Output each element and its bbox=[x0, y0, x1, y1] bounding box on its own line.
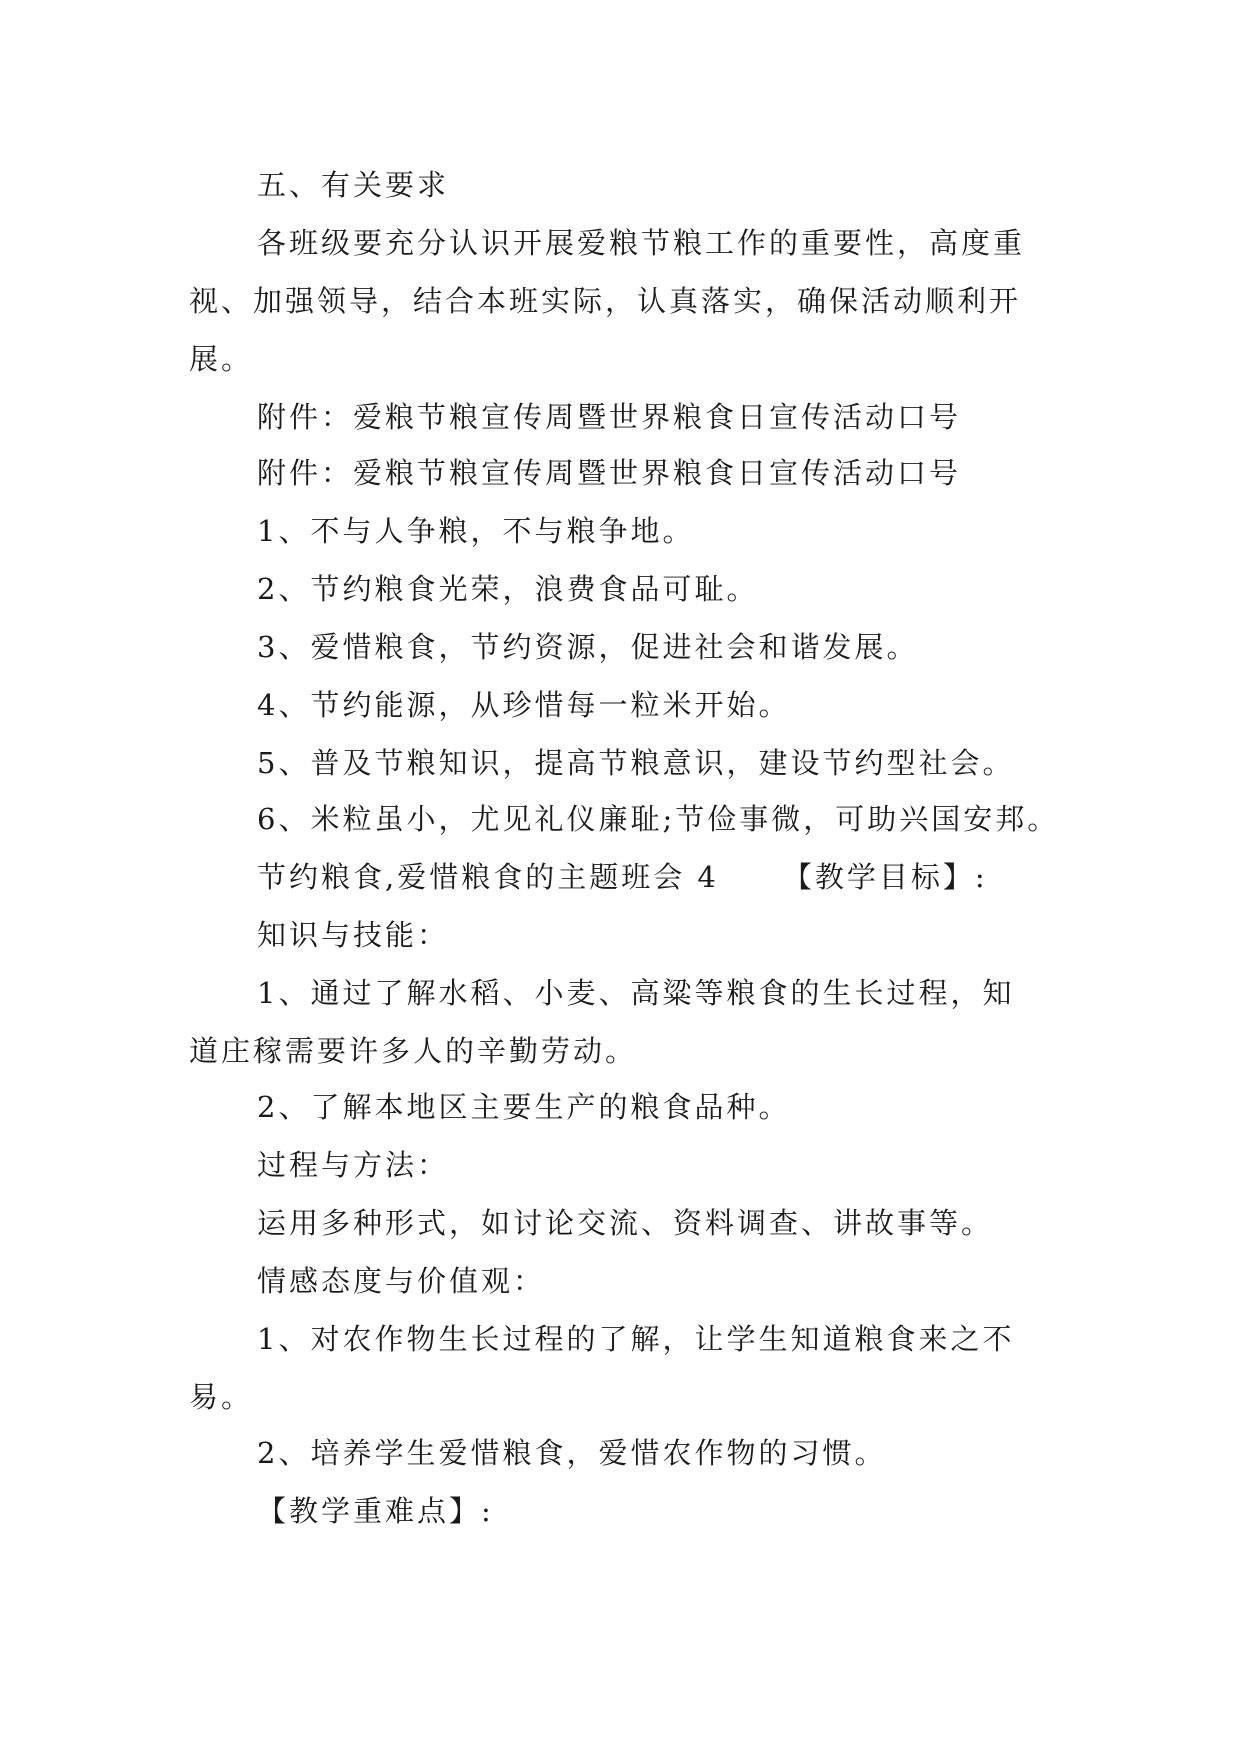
slogan-item: 1、不与人争粮，不与粮争地。 bbox=[257, 514, 695, 548]
subheading: 情感态度与价值观： bbox=[257, 1264, 546, 1298]
paragraph-line: 1、对农作物生长过程的了解，让学生知道粮食来之不 bbox=[257, 1322, 1015, 1356]
paragraph-line: 1、通过了解水稻、小麦、高粱等粮食的生长过程，知 bbox=[257, 976, 1015, 1010]
paragraph-line: 易。 bbox=[189, 1380, 254, 1414]
slogan-item: 2、节约粮食光荣，浪费食品可耻。 bbox=[257, 572, 759, 606]
teaching-goals-heading: 【教学目标】: bbox=[782, 860, 988, 894]
paragraph-line: 运用多种形式，如讨论交流、资料调查、讲故事等。 bbox=[257, 1206, 994, 1240]
paragraph-line: 道庄稼需要许多人的辛勤劳动。 bbox=[189, 1034, 638, 1068]
title-line bbox=[257, 857, 988, 897]
slogan-item: 5、普及节粮知识，提高节粮意识，建设节约型社会。 bbox=[257, 746, 1015, 780]
document-title: 节约粮食,爱惜粮食的主题班会 4 bbox=[257, 860, 719, 894]
slogan-item: 4、节约能源，从珍惜每一粒米开始。 bbox=[257, 688, 791, 722]
attachment-line: 附件：爱粮节粮宣传周暨世界粮食日宣传活动口号 bbox=[257, 400, 962, 434]
slogan-item: 3、爱惜粮食，节约资源，促进社会和谐发展。 bbox=[257, 630, 919, 664]
attachment-line: 附件：爱粮节粮宣传周暨世界粮食日宣传活动口号 bbox=[257, 456, 962, 490]
paragraph-line: 2、培养学生爱惜粮食，爱惜农作物的习惯。 bbox=[257, 1436, 887, 1470]
teaching-difficulties-heading: 【教学重难点】: bbox=[257, 1494, 494, 1528]
paragraph-line: 展。 bbox=[189, 342, 254, 376]
subheading: 过程与方法： bbox=[257, 1148, 450, 1182]
slogan-item: 6、米粒虽小，尤见礼仪廉耻;节俭事微，可助兴国安邦。 bbox=[257, 802, 1060, 836]
subheading: 知识与技能： bbox=[257, 918, 450, 952]
paragraph-line: 2、了解本地区主要生产的粮食品种。 bbox=[257, 1090, 791, 1124]
paragraph-line: 各班级要充分认识开展爱粮节粮工作的重要性，高度重 bbox=[257, 226, 1026, 260]
paragraph-line: 视、加强领导，结合本班实际，认真落实，确保活动顺利开 bbox=[189, 284, 1022, 318]
section-heading: 五、有关要求 bbox=[257, 168, 450, 202]
